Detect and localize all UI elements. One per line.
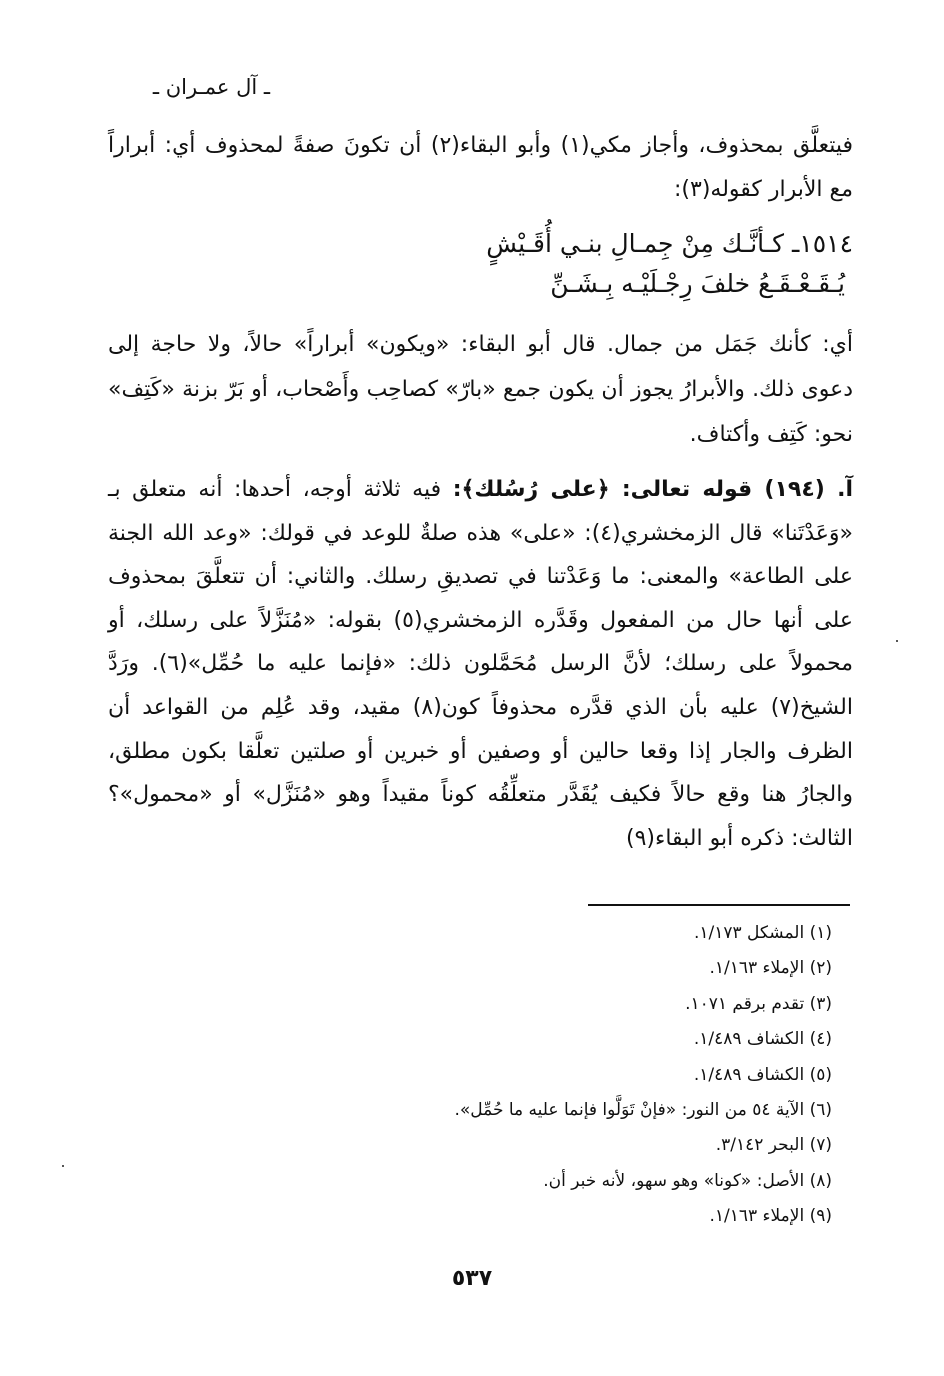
- paragraph-1: فيتعلَّق بمحذوف، وأجاز مكي(١) وأبو البقاء(٢) أن تكونَ صفةً لمحذوف أي: أبراراً مع الأبرار كقوله(٣):: [108, 133, 854, 202]
- footnote: (٣) تقدم برقم ١٠٧١.: [685, 993, 832, 1014]
- scan-speck: [62, 1165, 64, 1167]
- paragraph-3-text: فيه ثلاثة أوجه، أحدها: أنه متعلق بـ «وَعَدْتَنا» قال الزمخشري(٤): «على» هذه صلةٌ للوعد في قولك: «وعد الله الجنة على الطاعة» والمعنى: ما وَعَدْتنا في تصديقِ رسلك. والثاني: أن تتعلَّقَ بمحذوف على أنها حال من المفعول وقَدَّره الزمخشري(٥) بقوله: «مُنَزَّلاً على رسلك، أو محمولاً على رسلك؛ لأنَّ الرسل مُحَمَّلون ذلك: «فإنما عليه ما حُمِّل»(٦). ورَدَّ الشيخ(٧) عليه بأن الذي قدَّره محذوفاً كون(٨) مقيد، وقد عُلِم من القواعد أن الظرف والجار إذا وقعا حالين أو وصفين أو خبرين أو صلتين تعلَّقا بكون مطلق، والجارُ هنا وقع حالاً فكيف يُقَدَّر متعلِّقُه كوناً مقيداً وهو «مُنَزَّل» أو «محمول»؟ الثالث: ذكره أبو البقاء(٩): [108, 477, 853, 851]
- verse-reference-heading: آ. (١٩٤) قوله تعالى: ﴿على رُسُلك﴾:: [452, 477, 853, 502]
- footnote: (٢) الإملاء ١/١٦٣.: [709, 958, 832, 979]
- footnote: (١) المشكل ١/١٧٣.: [693, 923, 832, 943]
- running-header: ـ آل عمـران ـ: [152, 75, 270, 99]
- footnote: (٦) الآية ٥٤ من النور: «فإنْ تَوَلَّوا فإنما عليه ما حُمِّل».: [454, 1099, 832, 1120]
- scan-speck: [896, 640, 898, 642]
- footnotes-list: [380, 916, 832, 1235]
- footnote: (٨) الأصل: «كونا» وهو سهو، لأنه خبر أن.: [543, 1170, 832, 1191]
- footnote: (٥) الكشاف ١/٤٨٩.: [693, 1064, 832, 1085]
- footnote: (٧) البحر ٣/١٤٢.: [715, 1135, 832, 1156]
- footnote: (٩) الإملاء ١/١٦٣.: [709, 1206, 832, 1227]
- page-number: ٥٣٧: [451, 1266, 493, 1291]
- footnote: (٤) الكشاف ١/٤٨٩.: [693, 1029, 832, 1050]
- verse-line-2: يُـقَـعْـقَـعُ خلفَ رِجْـلَيْـه بِـشَـنِّ: [550, 269, 845, 298]
- footnote-divider: [588, 904, 850, 906]
- paragraph-3: [108, 468, 853, 860]
- verse-line-1: ١٥١٤ـ كـأنَّـك مِنْ جِمـالِ بنـي أُقَـيْشٍ: [486, 229, 853, 258]
- paragraph-2: أي: كأنك جَمَل من جمال. قال أبو البقاء: «ويكون» أبراراً» حالاً، ولا حاجة إلى دعوى ذلك. والأبرارُ يجوز أن يكون جمع «بارّ» كصاحِب وأَصْحاب، أو بَرّ بزنة «كَتِف» نحو: كَتِف وأكتاف.: [108, 332, 853, 447]
